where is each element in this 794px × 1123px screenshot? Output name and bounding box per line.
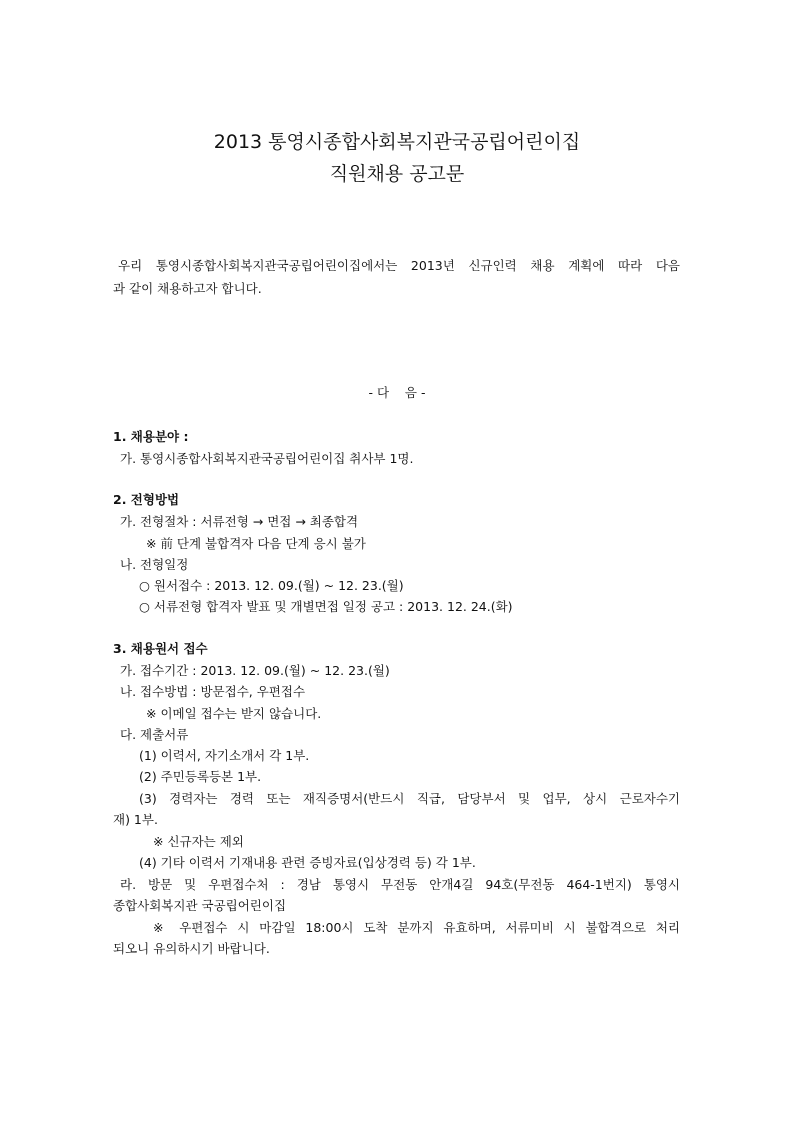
submission-doc-2: (2) 주민등록등본 1부. (139, 769, 262, 784)
section-2-note-a: ※ 前 단계 불합격자 다음 단계 응시 불가 (146, 536, 366, 551)
section-1-item-a: 가. 통영시종합사회복지관국공립어린이집 취사부 1명. (120, 451, 414, 466)
section-3-item-a: 가. 접수기간 : 2013. 12. 09.(월) ~ 12. 23.(월) (120, 663, 390, 678)
section-1-heading: 1. 채용분야 : (113, 429, 189, 444)
section-3-item-d-line-1: 라. 방문 및 우편접수처 : 경남 통영시 무전동 안개4길 94호(무전동 464-1번지) 통영시 (120, 877, 680, 892)
section-3-item-c: 다. 제출서류 (120, 727, 189, 742)
section-3-note-b: ※ 이메일 접수는 받지 않습니다. (146, 706, 322, 721)
intro-line-2: 과 같이 채용하고자 합니다. (113, 281, 262, 296)
section-3-note-d-line-1: ※ 우편접수 시 마감일 18:00시 도착 분까지 유효하며, 서류미비 시 불합격으로 처리 (153, 920, 680, 935)
section-3-note-d-line-2: 되오니 유의하시기 바랍니다. (113, 941, 270, 956)
submission-doc-3-line-1: (3) 경력자는 경력 또는 재직증명서(반드시 직급, 담당부서 및 업무, 상시 근로자수기 (139, 791, 680, 806)
document-subtitle: 직원채용 공고문 (329, 163, 465, 185)
section-3-heading: 3. 채용원서 접수 (113, 641, 208, 656)
section-2-bullet-2: ○ 서류전형 합격자 발표 및 개별면접 일정 공고 : 2013. 12. 24.(화) (139, 599, 513, 614)
section-2-bullet-1: ○ 원서접수 : 2013. 12. 09.(월) ~ 12. 23.(월) (139, 578, 404, 593)
section-2-item-a: 가. 전형절차 : 서류전형 → 면접 → 최종합격 (120, 514, 359, 529)
section-3-item-d-line-2: 종합사회복지관 국공립어린이집 (113, 898, 287, 913)
document-title: 2013 통영시종합사회복지관국공립어린이집 (213, 131, 581, 153)
submission-doc-1: (1) 이력서, 자기소개서 각 1부. (139, 748, 310, 763)
submission-doc-3-line-2: 재) 1부. (113, 812, 158, 827)
section-2-item-b: 나. 전형일정 (120, 557, 189, 572)
section-divider: - 다 음 - (368, 385, 426, 400)
submission-doc-4: (4) 기타 이력서 기재내용 관련 증빙자료(입상경력 등) 각 1부. (139, 855, 476, 870)
section-2-heading: 2. 전형방법 (113, 492, 180, 507)
intro-line-1: 우리 통영시종합사회복지관국공립어린이집에서는 2013년 신규인력 채용 계획에 따라 다음 (118, 258, 680, 273)
submission-doc-3-note: ※ 신규자는 제외 (153, 834, 244, 849)
section-3-item-b: 나. 접수방법 : 방문접수, 우편접수 (120, 684, 306, 699)
